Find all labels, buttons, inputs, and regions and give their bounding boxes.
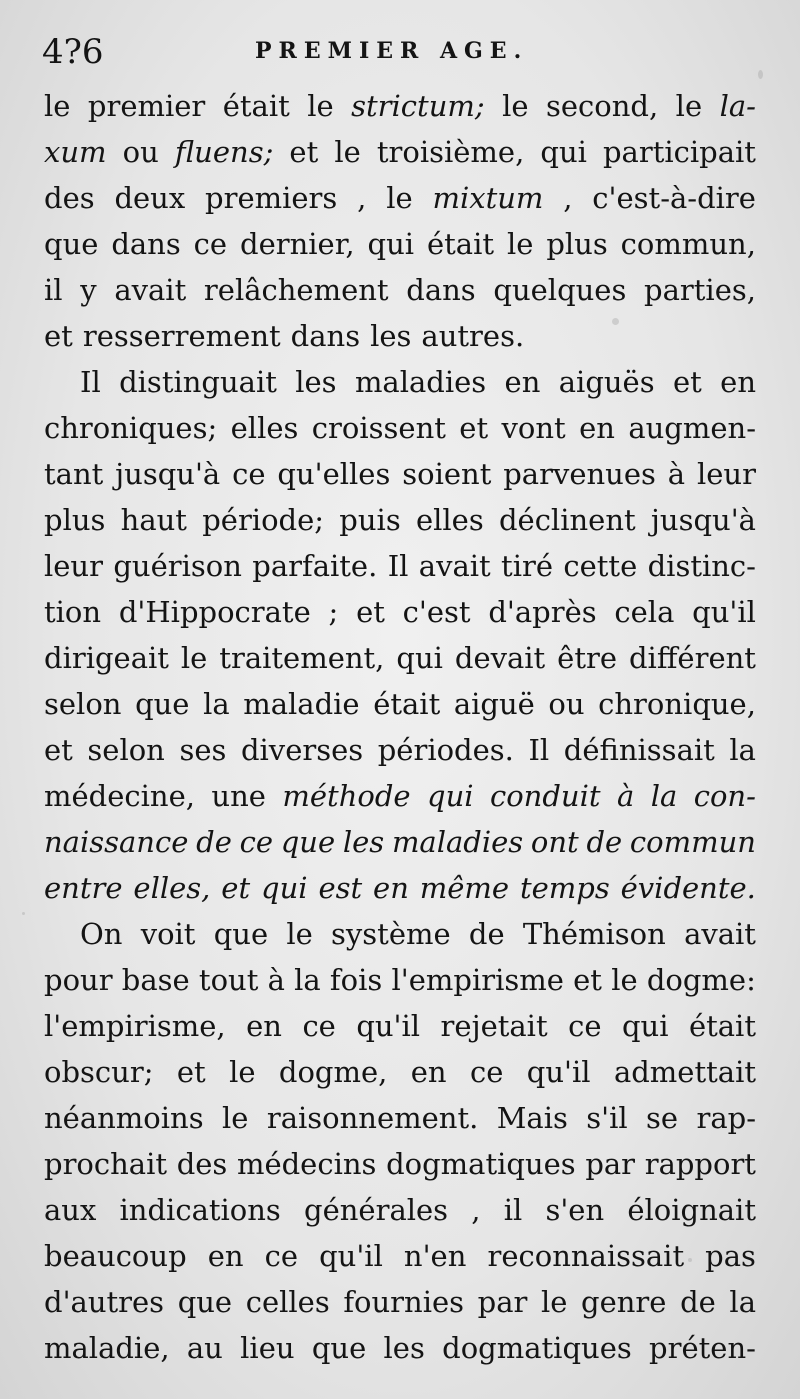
text-line [44, 405, 756, 451]
word: et [356, 595, 385, 629]
word: quelques [493, 273, 627, 307]
word: obscur; [44, 1055, 154, 1089]
word: maladies [391, 825, 524, 859]
word: selon [44, 687, 122, 721]
word: par [477, 1285, 528, 1319]
word: base [121, 963, 190, 997]
word: distinc- [647, 549, 756, 583]
word: le [611, 963, 638, 997]
word: une [211, 779, 266, 813]
word: participait [602, 135, 756, 169]
word: que [280, 825, 336, 859]
word: puis [339, 503, 401, 537]
word: avait [114, 273, 187, 307]
word: leur [44, 549, 103, 583]
word: est [318, 871, 363, 905]
word: ce [264, 1239, 299, 1273]
text-line [44, 451, 756, 497]
word: , [563, 181, 573, 215]
word: temps [519, 871, 610, 905]
word: parvenues [503, 457, 656, 491]
word: le [386, 181, 413, 215]
word: ont [530, 825, 579, 859]
word: la- [719, 89, 756, 123]
paper-speck [758, 70, 763, 79]
word: méthode [282, 779, 411, 813]
word: le [675, 89, 703, 123]
word: aiguë [453, 687, 535, 721]
word: distinguait [119, 365, 277, 399]
word: troisième, [376, 135, 525, 169]
word: vont [501, 411, 566, 445]
word: pas [705, 1239, 756, 1273]
word: avait [684, 917, 756, 951]
word: le [180, 641, 208, 675]
word: la [294, 963, 321, 997]
word: période; [202, 503, 325, 537]
word: , [357, 181, 367, 215]
word: que [311, 1331, 367, 1365]
word: et [672, 365, 702, 399]
word: préten- [649, 1331, 756, 1365]
text-line [44, 1049, 756, 1095]
word: fluens; [174, 135, 274, 169]
word: parfaite. [252, 549, 378, 583]
word: qu'elles [277, 457, 391, 491]
paper-speck [612, 318, 619, 325]
word: il [44, 273, 63, 307]
word: était [222, 89, 290, 123]
word: le [222, 1101, 249, 1135]
word: raisonnement. [266, 1101, 479, 1135]
word: ce [193, 227, 228, 261]
word: le [334, 135, 361, 169]
paper-speck [688, 1258, 692, 1262]
word: néanmoins [44, 1101, 204, 1135]
word: genre [581, 1285, 667, 1319]
word: le [506, 227, 534, 261]
text-line [44, 1279, 756, 1325]
word: Il [80, 365, 101, 399]
word: définissait [563, 733, 715, 767]
word: système [331, 917, 451, 951]
word: conduit [489, 779, 601, 813]
paragraph [44, 359, 756, 911]
word: tiré [501, 549, 554, 583]
word: que [44, 227, 99, 261]
word: resserrement [82, 319, 281, 353]
word: s'en [545, 1193, 605, 1227]
text-line [44, 129, 756, 175]
word: qui [540, 135, 587, 169]
word: plus [546, 227, 608, 261]
word: naissance [44, 825, 189, 859]
text-line [44, 1325, 756, 1371]
word: strictum; [351, 89, 485, 123]
text-line [44, 635, 756, 681]
word: en [504, 365, 541, 399]
word: guérison [113, 549, 242, 583]
word: tout [198, 963, 259, 997]
word: des [44, 181, 95, 215]
word: maladies [354, 365, 487, 399]
word: dogmatiques [442, 1331, 632, 1365]
word: tant [44, 457, 104, 491]
word: rejetait [440, 1009, 548, 1043]
body-text [44, 83, 756, 1371]
page-number: 4?6 [42, 32, 104, 72]
word: avait [418, 549, 491, 583]
word: jusqu'à [650, 503, 756, 537]
word: dernier, [240, 227, 355, 261]
word: la [729, 733, 756, 767]
word: déclinent [498, 503, 636, 537]
word: Il [387, 549, 409, 583]
word: n'en [403, 1239, 467, 1273]
word: , [471, 1193, 481, 1227]
word: médecins [236, 1147, 377, 1181]
word: elles [415, 503, 484, 537]
word: de [586, 825, 623, 859]
word: se [646, 1101, 679, 1135]
text-line [44, 865, 756, 911]
word: ou [122, 135, 159, 169]
word: qu'il [356, 1009, 421, 1043]
word: diverses [240, 733, 364, 767]
text-line [44, 83, 756, 129]
page-header [40, 30, 760, 80]
word: rap- [696, 1101, 756, 1135]
word: selon [87, 733, 165, 767]
word: l'empirisme, [44, 1009, 226, 1043]
word: les [342, 825, 385, 859]
word: mixtum [432, 181, 544, 215]
word: le [502, 89, 529, 123]
word: soient [402, 457, 492, 491]
word: de [468, 917, 505, 951]
word: qu'il [319, 1239, 383, 1273]
word: admettait [613, 1055, 756, 1089]
word: il [503, 1193, 523, 1227]
word: qui [396, 641, 443, 675]
text-line [44, 313, 756, 359]
word: par [585, 1147, 636, 1181]
word: d'autres [44, 1285, 165, 1319]
word: à [267, 963, 285, 997]
word: ce [470, 1055, 504, 1089]
text-line [44, 221, 756, 267]
word: s'il [586, 1101, 628, 1135]
word: chronique, [598, 687, 756, 721]
word: cela [614, 595, 675, 629]
word: second, [546, 89, 659, 123]
word: médecine, [44, 779, 195, 813]
word: périodes. [377, 733, 514, 767]
word: premiers [205, 181, 338, 215]
word: elles [230, 411, 299, 445]
word: l'empirisme [391, 963, 564, 997]
text-line [44, 1187, 756, 1233]
word: la [203, 687, 230, 721]
word: plus [44, 503, 106, 537]
word: xum [44, 135, 107, 169]
word: fois [329, 963, 383, 997]
word: qui [261, 871, 308, 905]
word: y [80, 273, 97, 307]
word: au [186, 1331, 223, 1365]
word: les [295, 365, 337, 399]
word: Thémison [522, 917, 666, 951]
paper-speck [22, 912, 25, 915]
word: à [616, 779, 635, 813]
word: ce [568, 1009, 602, 1043]
word: parties, [644, 273, 756, 307]
word: autres. [421, 319, 525, 353]
word: et [176, 1055, 206, 1089]
word: que [177, 1285, 233, 1319]
word: le [44, 89, 71, 123]
word: augmen- [628, 411, 756, 445]
word: cette [563, 549, 638, 583]
paragraph [44, 83, 756, 359]
word: et [573, 963, 602, 997]
word: la [650, 779, 678, 813]
text-line [44, 175, 756, 221]
text-line [44, 957, 756, 1003]
word: générales [304, 1193, 449, 1227]
word: aux [44, 1193, 97, 1227]
word: ; [328, 595, 339, 629]
word: qu'il [692, 595, 756, 629]
word: était [373, 687, 441, 721]
word: qui [367, 227, 415, 261]
word: lieu [240, 1331, 295, 1365]
text-line [44, 589, 756, 635]
word: voit [140, 917, 196, 951]
word: était [426, 227, 495, 261]
word: était [688, 1009, 756, 1043]
word: différent [628, 641, 756, 675]
word: On [80, 917, 123, 951]
word: en [373, 871, 409, 905]
word: fournies [343, 1285, 465, 1319]
word: leur [696, 457, 756, 491]
word: et [459, 411, 489, 445]
word: la [729, 1285, 756, 1319]
text-line [44, 773, 756, 819]
word: dirigeait [44, 641, 169, 675]
word: en [246, 1009, 282, 1043]
word: dans [290, 319, 361, 353]
word: deux [114, 181, 186, 215]
word: le [307, 89, 334, 123]
word: ce [239, 825, 273, 859]
word: d'après [488, 595, 597, 629]
text-line [44, 1095, 756, 1141]
word: rapport [644, 1147, 756, 1181]
word: con- [693, 779, 756, 813]
word: qui [427, 779, 474, 813]
word: que [135, 687, 190, 721]
paragraph [44, 911, 756, 1371]
word: beaucoup [44, 1239, 187, 1273]
word: commun, [620, 227, 756, 261]
word: que [213, 917, 269, 951]
word: haut [120, 503, 187, 537]
word: reconnaissait [487, 1239, 685, 1273]
word: indications [119, 1193, 281, 1227]
word: ce [302, 1009, 336, 1043]
word: de [680, 1285, 716, 1319]
word: Il [528, 733, 550, 767]
word: dans [111, 227, 181, 261]
word: devait [454, 641, 546, 675]
text-line [44, 819, 756, 865]
word: évidente. [620, 871, 756, 905]
word: dogme: [646, 963, 756, 997]
text-line [44, 267, 756, 313]
word: des [176, 1147, 228, 1181]
word: ce [232, 457, 266, 491]
word: en [207, 1239, 244, 1273]
word: et [289, 135, 319, 169]
word: dogme, [278, 1055, 388, 1089]
word: ses [179, 733, 227, 767]
word: ou [548, 687, 585, 721]
word: les [383, 1331, 425, 1365]
word: éloignait [627, 1193, 756, 1227]
word: qui [621, 1009, 669, 1043]
word: commun [629, 825, 756, 859]
word: premier [87, 89, 206, 123]
word: pour [44, 963, 113, 997]
word: le [229, 1055, 256, 1089]
text-line [44, 1141, 756, 1187]
word: même [419, 871, 510, 905]
word: en [410, 1055, 447, 1089]
word: maladie, [44, 1331, 170, 1365]
word: en [579, 411, 615, 445]
word: elles, [133, 871, 211, 905]
word: de [196, 825, 232, 859]
word: le [540, 1285, 568, 1319]
text-line [44, 359, 756, 405]
text-line [44, 911, 756, 957]
text-line [44, 497, 756, 543]
word: c'est-à-dire [592, 181, 756, 215]
text-line [44, 681, 756, 727]
text-line [44, 543, 756, 589]
word: jusqu'à [115, 457, 221, 491]
word: entre [44, 871, 123, 905]
word: et [44, 733, 73, 767]
word: Mais [496, 1101, 568, 1135]
word: être [557, 641, 618, 675]
word: croissent [311, 411, 446, 445]
word: et [44, 319, 73, 353]
text-line [44, 727, 756, 773]
word: les [370, 319, 412, 353]
text-line [44, 1003, 756, 1049]
word: celles [245, 1285, 330, 1319]
word: et [221, 871, 251, 905]
word: tion [44, 595, 102, 629]
running-head: PREMIER AGE. [255, 38, 529, 64]
word: en [720, 365, 756, 399]
word: relâchement [203, 273, 389, 307]
word: dans [406, 273, 476, 307]
word: traitement, [219, 641, 385, 675]
text-line [44, 1233, 756, 1279]
word: dogmatiques [386, 1147, 576, 1181]
word: le [286, 917, 313, 951]
word: chroniques; [44, 411, 218, 445]
word: prochait [44, 1147, 168, 1181]
word: aiguës [558, 365, 655, 399]
word: maladie [243, 687, 360, 721]
word: qu'il [526, 1055, 591, 1089]
word: à [667, 457, 686, 491]
word: c'est [402, 595, 471, 629]
word: d'Hippocrate [118, 595, 311, 629]
